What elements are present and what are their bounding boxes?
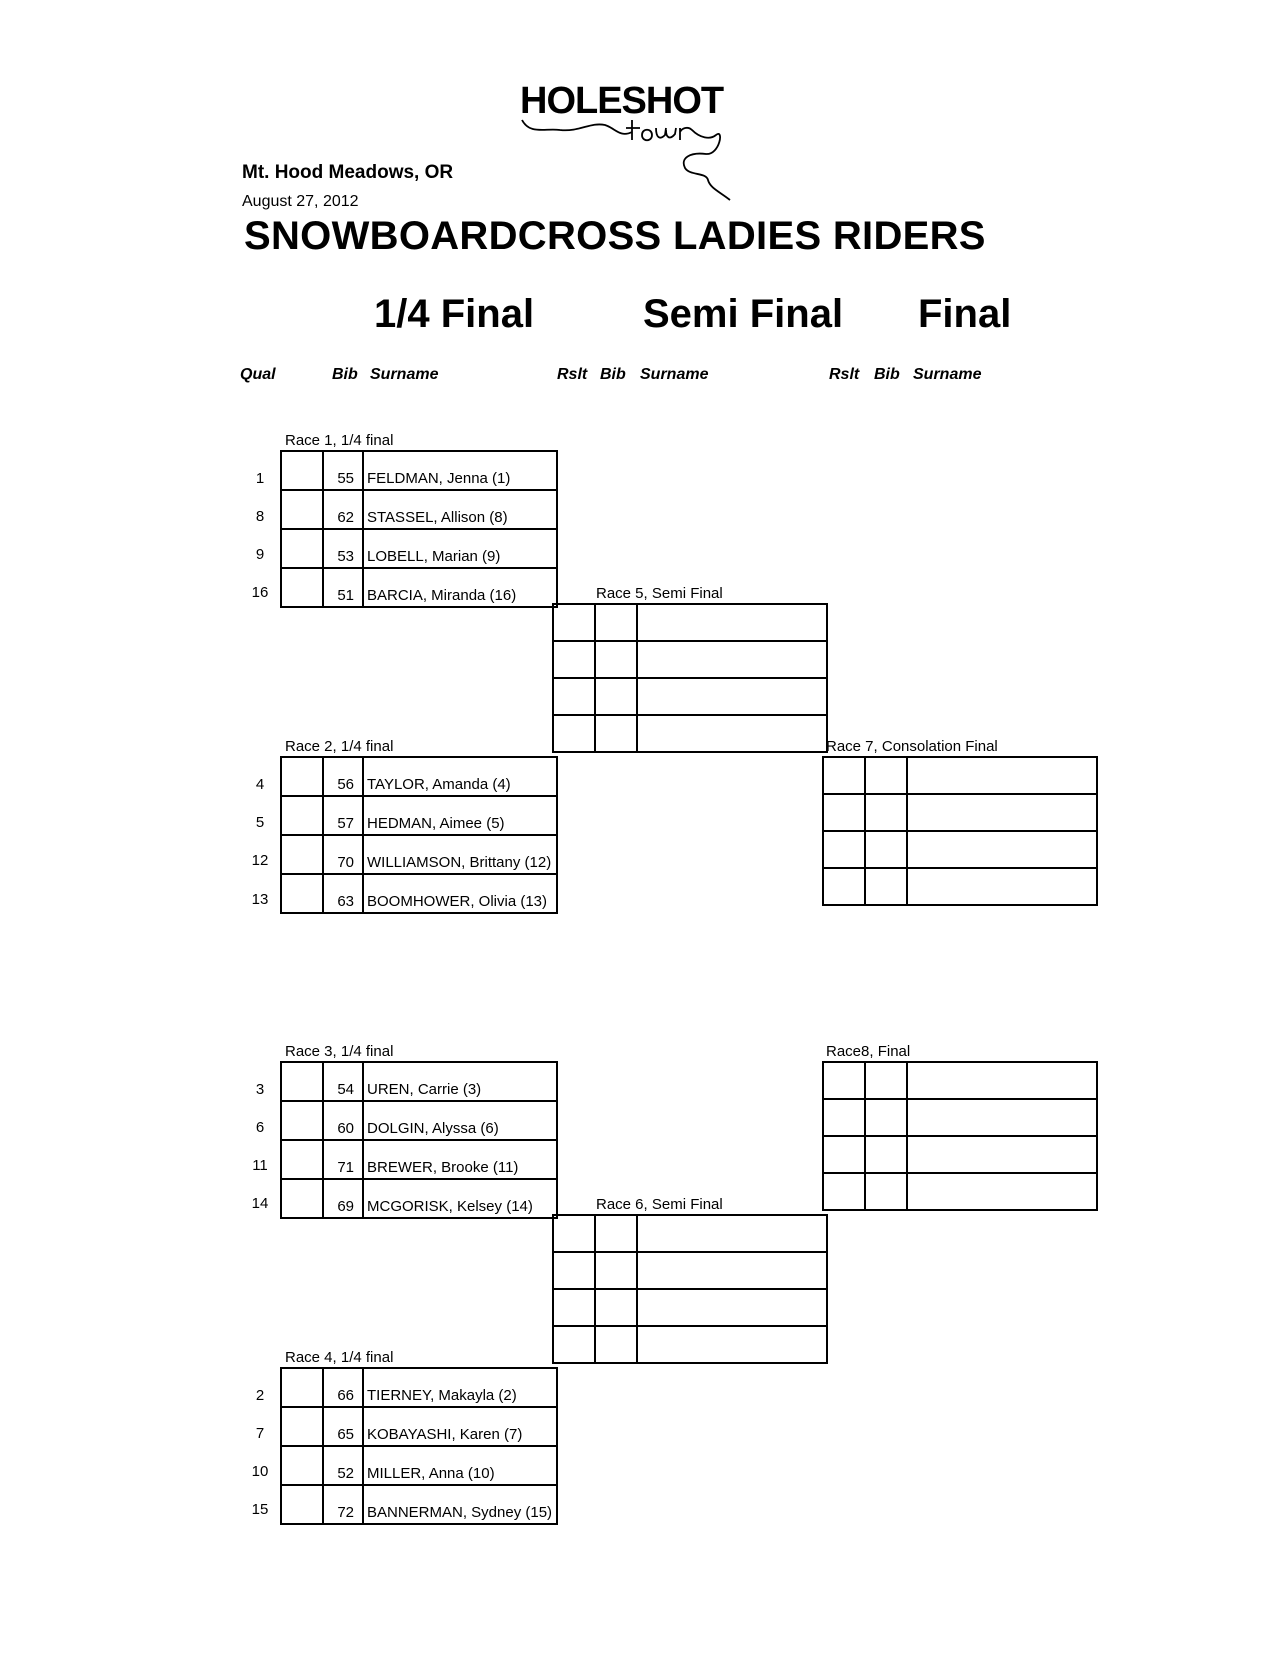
column-header-bib-semi: Bib — [600, 366, 626, 383]
result-cell[interactable] — [281, 451, 323, 490]
qual-rank: 6 — [255, 1119, 265, 1136]
bib-cell[interactable] — [595, 641, 637, 678]
column-header-bib: Bib — [332, 366, 358, 383]
race-3-bracket — [280, 1061, 558, 1219]
column-header-qual: Qual — [240, 366, 276, 383]
table-row — [553, 1289, 827, 1326]
result-cell[interactable] — [553, 1215, 595, 1252]
race-4-label: Race 4, 1/4 final — [285, 1349, 394, 1366]
bib-cell: 65 — [323, 1407, 363, 1446]
result-cell[interactable] — [281, 1485, 323, 1524]
rider-name: FELDMAN, Jenna (1) — [363, 451, 557, 490]
rider-name-cell[interactable] — [637, 604, 827, 641]
bib-cell: 62 — [323, 490, 363, 529]
result-cell[interactable] — [281, 1446, 323, 1485]
qual-rank: 9 — [255, 546, 265, 563]
table-row — [553, 715, 827, 752]
rider-name-cell[interactable] — [637, 678, 827, 715]
table-row — [281, 874, 557, 913]
table-row — [823, 1062, 1097, 1099]
qual-rank: 12 — [251, 852, 269, 869]
column-header-rslt-final: Rslt — [829, 366, 860, 383]
column-header-surname: Surname — [370, 366, 439, 383]
result-cell[interactable] — [823, 1099, 865, 1136]
result-cell[interactable] — [823, 757, 865, 794]
race-3-label: Race 3, 1/4 final — [285, 1043, 394, 1060]
result-cell[interactable] — [281, 1140, 323, 1179]
rider-name: TAYLOR, Amanda (4) — [363, 757, 557, 796]
round-heading-final: Final — [918, 292, 1012, 336]
rider-name: BARCIA, Miranda (16) — [363, 568, 557, 607]
race-2-label: Race 2, 1/4 final — [285, 738, 394, 755]
bib-cell: 52 — [323, 1446, 363, 1485]
table-row — [281, 1485, 557, 1524]
rider-name: MILLER, Anna (10) — [363, 1446, 557, 1485]
rider-name-cell[interactable] — [637, 1252, 827, 1289]
qual-rank: 2 — [255, 1387, 265, 1404]
column-header-surname-semi: Surname — [640, 366, 709, 383]
rider-name-cell[interactable] — [907, 1099, 1097, 1136]
bib-cell[interactable] — [595, 1289, 637, 1326]
result-cell[interactable] — [553, 1252, 595, 1289]
qual-rank: 13 — [251, 891, 269, 908]
table-row — [553, 1252, 827, 1289]
bib-cell[interactable] — [595, 1326, 637, 1363]
rider-name: KOBAYASHI, Karen (7) — [363, 1407, 557, 1446]
event-date: August 27, 2012 — [242, 193, 359, 210]
qual-rank: 3 — [255, 1081, 265, 1098]
column-header-bib-final: Bib — [874, 366, 900, 383]
table-row — [281, 757, 557, 796]
rider-name-cell[interactable] — [907, 794, 1097, 831]
table-row — [823, 831, 1097, 868]
bib-cell[interactable] — [595, 604, 637, 641]
rider-name: TIERNEY, Makayla (2) — [363, 1368, 557, 1407]
bib-cell[interactable] — [865, 794, 907, 831]
bib-cell[interactable] — [865, 1062, 907, 1099]
bib-cell: 56 — [323, 757, 363, 796]
result-cell[interactable] — [553, 678, 595, 715]
bib-cell[interactable] — [595, 715, 637, 752]
result-cell[interactable] — [281, 796, 323, 835]
rider-name: WILLIAMSON, Brittany (12) — [363, 835, 557, 874]
bib-cell: 71 — [323, 1140, 363, 1179]
race-4-bracket — [280, 1367, 558, 1525]
rider-name-cell[interactable] — [907, 1062, 1097, 1099]
race-7-bracket — [822, 756, 1098, 906]
race-8-label: Race8, Final — [826, 1043, 911, 1060]
qual-rank: 7 — [255, 1425, 265, 1442]
round-heading-semi: Semi Final — [643, 292, 844, 336]
round-heading-quarter: 1/4 Final — [374, 292, 535, 336]
result-cell[interactable] — [823, 794, 865, 831]
result-cell[interactable] — [823, 1173, 865, 1210]
table-row — [281, 1179, 557, 1218]
rider-name: DOLGIN, Alyssa (6) — [363, 1101, 557, 1140]
table-row — [823, 1099, 1097, 1136]
bib-cell[interactable] — [865, 868, 907, 905]
table-row — [281, 490, 557, 529]
bib-cell: 54 — [323, 1062, 363, 1101]
result-cell[interactable] — [823, 1062, 865, 1099]
qual-rank: 14 — [251, 1195, 269, 1212]
table-row — [823, 757, 1097, 794]
venue: Mt. Hood Meadows, OR — [242, 162, 454, 183]
result-cell[interactable] — [553, 604, 595, 641]
result-cell[interactable] — [823, 1136, 865, 1173]
rider-name: LOBELL, Marian (9) — [363, 529, 557, 568]
table-row — [823, 868, 1097, 905]
bib-cell[interactable] — [595, 678, 637, 715]
rider-name-cell[interactable] — [637, 1215, 827, 1252]
result-cell[interactable] — [281, 835, 323, 874]
bib-cell: 53 — [323, 529, 363, 568]
logo-wordmark: HOLESHOT — [520, 80, 724, 122]
table-row — [553, 1326, 827, 1363]
rider-name-cell[interactable] — [907, 831, 1097, 868]
table-row — [281, 1446, 557, 1485]
qual-rank: 10 — [251, 1463, 269, 1480]
table-row — [553, 604, 827, 641]
rider-name: STASSEL, Allison (8) — [363, 490, 557, 529]
result-cell[interactable] — [823, 868, 865, 905]
bib-cell: 70 — [323, 835, 363, 874]
rider-name-cell[interactable] — [907, 757, 1097, 794]
table-row — [823, 794, 1097, 831]
rider-name: BOOMHOWER, Olivia (13) — [363, 874, 557, 913]
rider-name-cell[interactable] — [907, 1173, 1097, 1210]
qual-rank: 11 — [252, 1157, 268, 1174]
race-6-label: Race 6, Semi Final — [596, 1196, 723, 1213]
result-cell[interactable] — [823, 831, 865, 868]
race-7-label: Race 7, Consolation Final — [826, 738, 998, 755]
bib-cell: 63 — [323, 874, 363, 913]
qual-rank: 4 — [255, 776, 265, 793]
race-5-label: Race 5, Semi Final — [596, 585, 723, 602]
rider-name: MCGORISK, Kelsey (14) — [363, 1179, 557, 1218]
result-cell[interactable] — [553, 641, 595, 678]
bib-cell: 55 — [323, 451, 363, 490]
bib-cell[interactable] — [595, 1252, 637, 1289]
race-6-bracket — [552, 1214, 828, 1364]
page-title: SNOWBOARDCROSS LADIES RIDERS — [244, 214, 986, 258]
bib-cell[interactable] — [865, 1173, 907, 1210]
rider-name-cell[interactable] — [637, 641, 827, 678]
logo-script-swirl — [520, 80, 760, 210]
qual-rank: 1 — [255, 470, 265, 487]
table-row — [823, 1173, 1097, 1210]
table-row — [281, 1062, 557, 1101]
result-cell[interactable] — [281, 568, 323, 607]
race-1-label: Race 1, 1/4 final — [285, 432, 394, 449]
result-cell[interactable] — [281, 529, 323, 568]
bib-cell[interactable] — [865, 757, 907, 794]
result-cell[interactable] — [281, 490, 323, 529]
rider-name: BANNERMAN, Sydney (15) — [363, 1485, 557, 1524]
qual-rank: 5 — [255, 814, 265, 831]
table-row — [281, 529, 557, 568]
table-row — [281, 796, 557, 835]
race-8-bracket — [822, 1061, 1098, 1211]
rider-name-cell[interactable] — [637, 1289, 827, 1326]
result-cell[interactable] — [281, 1179, 323, 1218]
bib-cell[interactable] — [595, 1215, 637, 1252]
bib-cell[interactable] — [865, 831, 907, 868]
rider-name-cell[interactable] — [907, 1136, 1097, 1173]
bib-cell: 51 — [323, 568, 363, 607]
result-cell[interactable] — [281, 757, 323, 796]
table-row — [281, 1368, 557, 1407]
result-cell[interactable] — [281, 874, 323, 913]
rider-name-cell[interactable] — [637, 1326, 827, 1363]
bib-cell: 57 — [323, 796, 363, 835]
rider-name: UREN, Carrie (3) — [363, 1062, 557, 1101]
table-row — [281, 1407, 557, 1446]
bib-cell: 60 — [323, 1101, 363, 1140]
result-cell[interactable] — [281, 1062, 323, 1101]
race-2-bracket — [280, 756, 558, 914]
qual-rank: 15 — [251, 1501, 269, 1518]
rider-name: BREWER, Brooke (11) — [363, 1140, 557, 1179]
result-cell[interactable] — [281, 1407, 323, 1446]
table-row — [281, 1140, 557, 1179]
result-cell[interactable] — [553, 1289, 595, 1326]
table-row — [823, 1136, 1097, 1173]
table-row — [281, 451, 557, 490]
table-row — [553, 641, 827, 678]
bib-cell: 66 — [323, 1368, 363, 1407]
bib-cell[interactable] — [865, 1099, 907, 1136]
rider-name-cell[interactable] — [907, 868, 1097, 905]
bib-cell: 72 — [323, 1485, 363, 1524]
race-5-bracket — [552, 603, 828, 753]
table-row — [553, 1215, 827, 1252]
column-header-surname-final: Surname — [913, 366, 982, 383]
table-row — [281, 1101, 557, 1140]
result-cell[interactable] — [553, 715, 595, 752]
result-cell[interactable] — [281, 1368, 323, 1407]
result-cell[interactable] — [553, 1326, 595, 1363]
holeshot-tour-logo — [520, 80, 760, 210]
bib-cell: 69 — [323, 1179, 363, 1218]
bib-cell[interactable] — [865, 1136, 907, 1173]
qual-rank: 8 — [255, 508, 265, 525]
result-cell[interactable] — [281, 1101, 323, 1140]
rider-name-cell[interactable] — [637, 715, 827, 752]
table-row — [553, 678, 827, 715]
rider-name: HEDMAN, Aimee (5) — [363, 796, 557, 835]
table-row — [281, 835, 557, 874]
table-row — [281, 568, 557, 607]
race-1-bracket — [280, 450, 558, 608]
column-header-rslt: Rslt — [557, 366, 588, 383]
qual-rank: 16 — [251, 584, 269, 601]
